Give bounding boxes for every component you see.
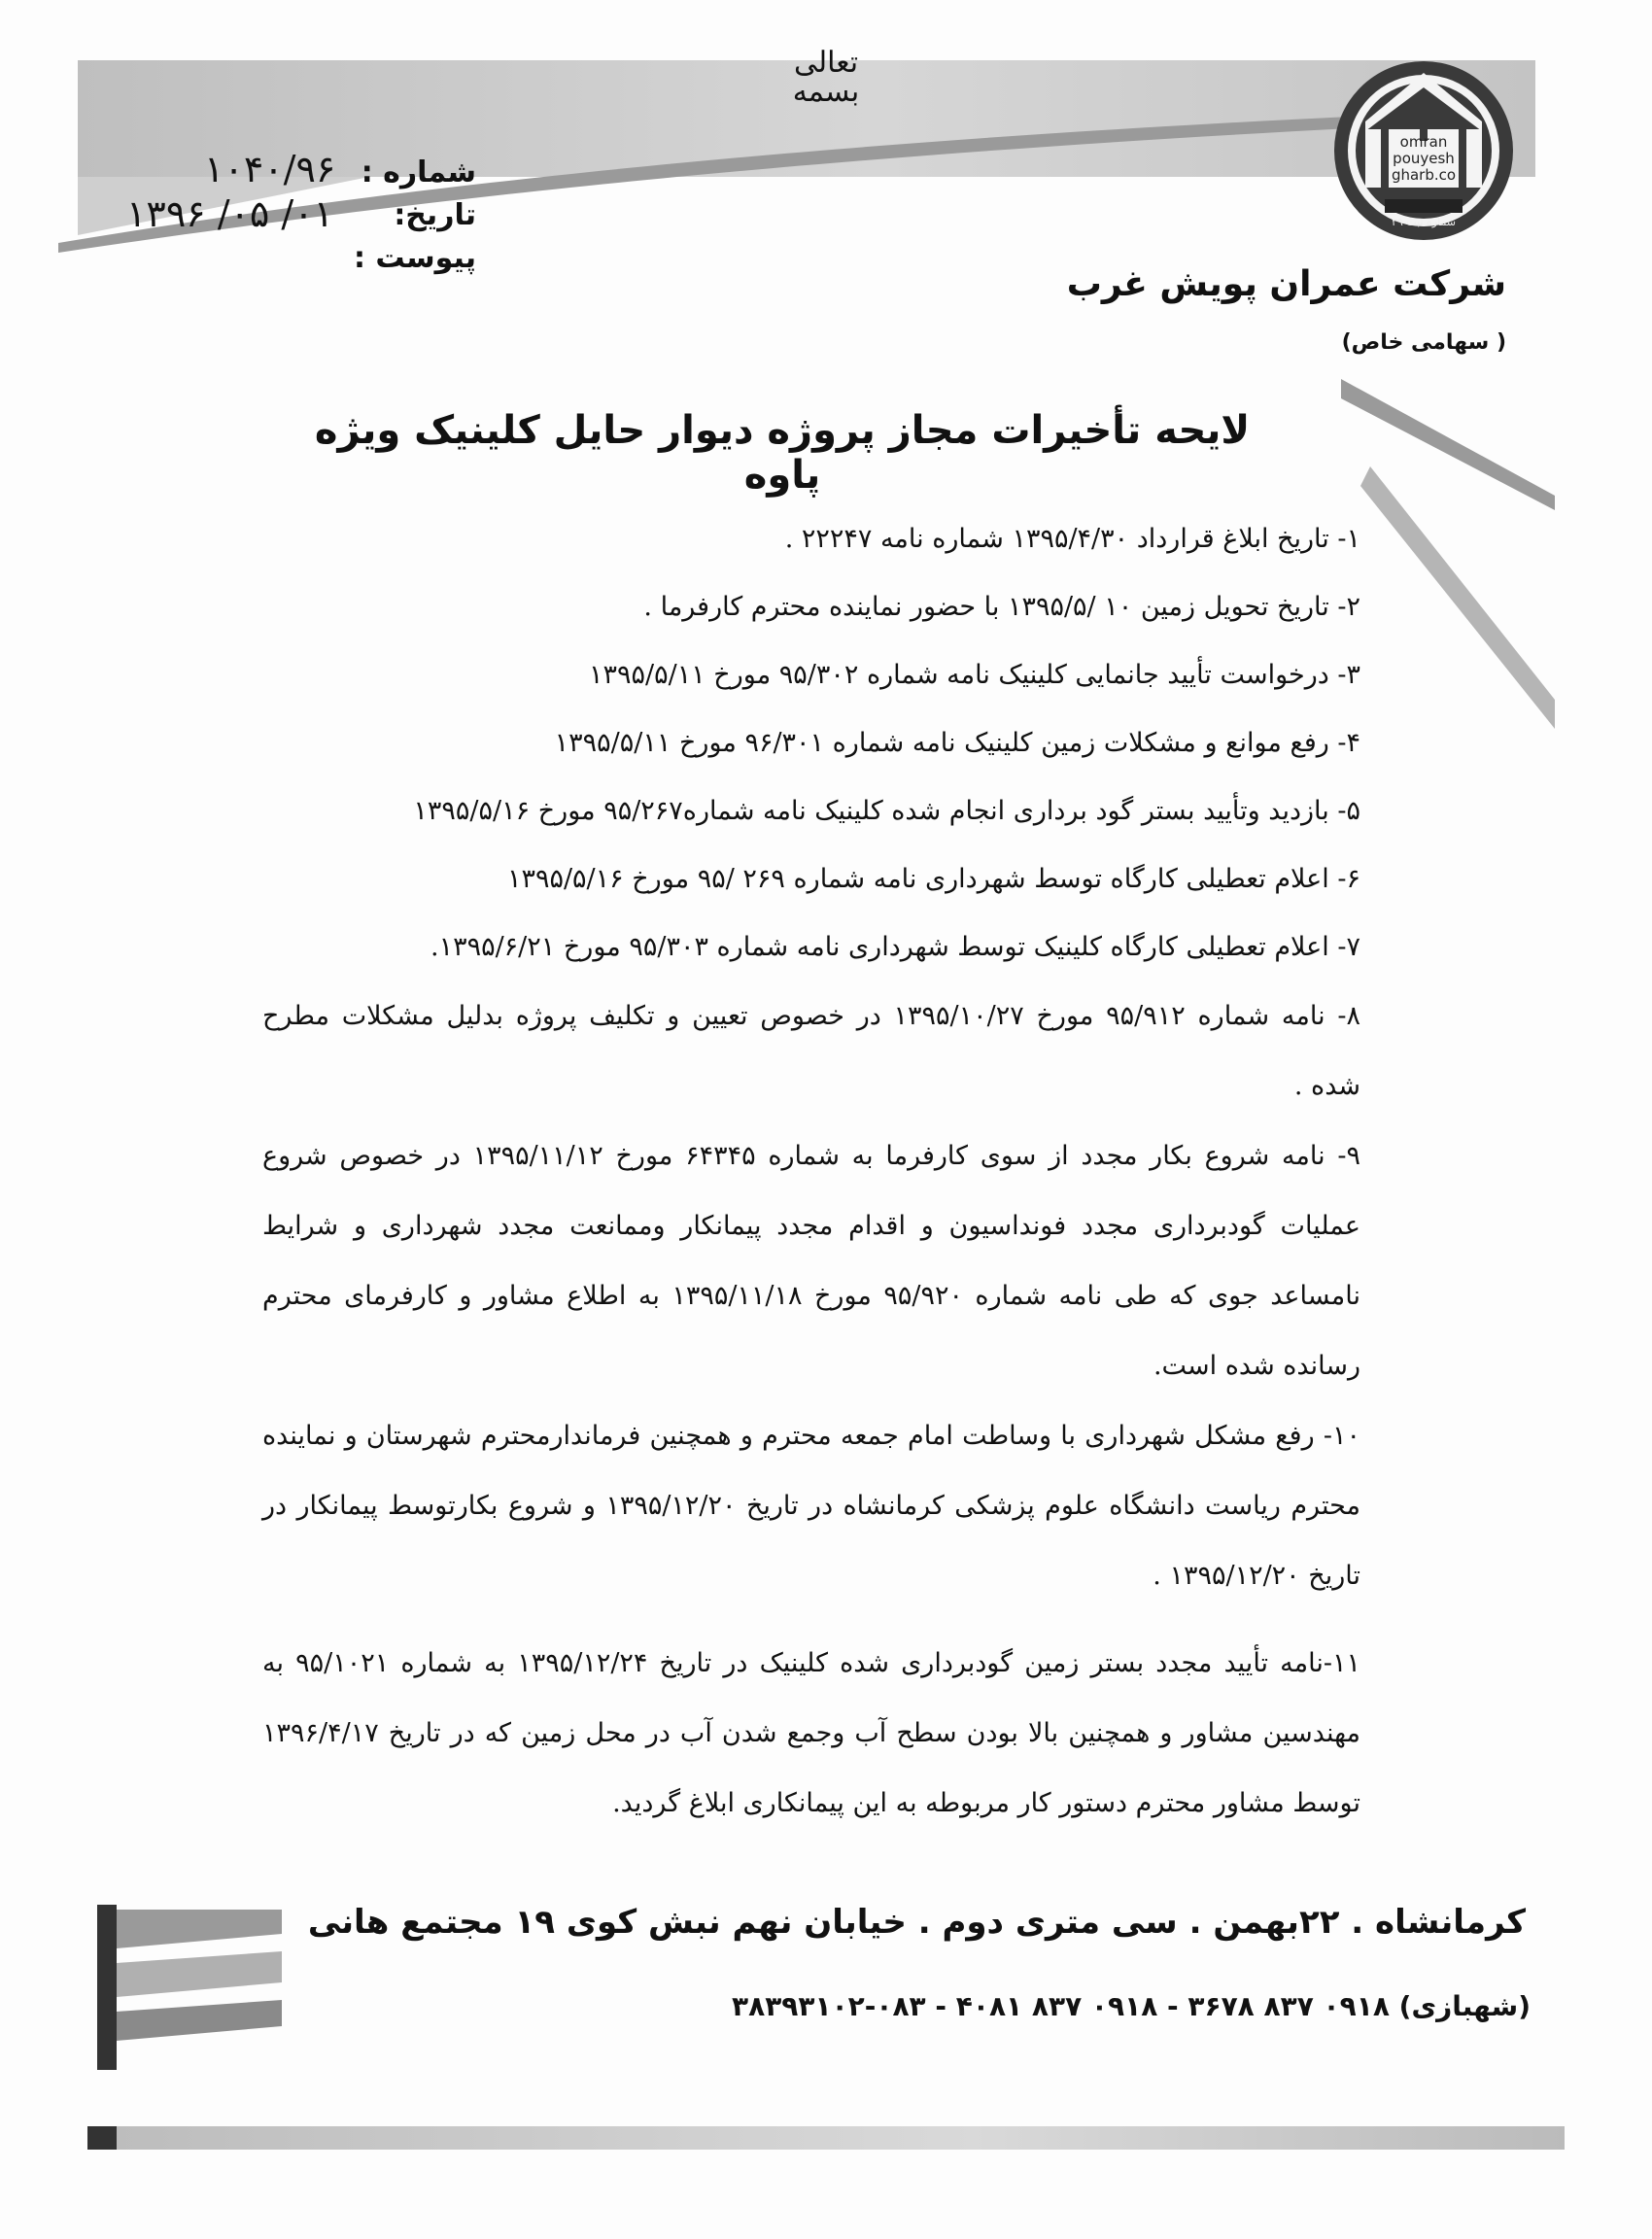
company-type: ( سهامی خاص) bbox=[1341, 330, 1506, 355]
number-value: ۱۰۴۰/۹۶ bbox=[204, 148, 336, 190]
list-item: ۷- اعلام تعطیلی کارگاه کلینیک توسط شهرداری نامه شماره ۹۵/۳۰۳ مورخ ۱۳۹۵/۶/۲۱. bbox=[430, 932, 1360, 962]
footer-address: کرمانشاه . ۲۲بهمن . سی متری دوم . خیابان نهم نبش کوی ۱۹ مجتمع هانی bbox=[307, 1903, 1526, 1942]
list-item: ۲- تاریخ تحویل زمین ۱۰ /۱۳۹۵/۵ با حضور نماینده محترم کارفرما . bbox=[643, 592, 1360, 622]
delay-items-list bbox=[262, 505, 1360, 1839]
list-item: ۵- بازدید وتأیید بستر گود برداری انجام شده کلینیک نامه شماره۹۵/۲۶۷ مورخ ۱۳۹۵/۵/۱۶ bbox=[413, 796, 1360, 826]
number-label: شماره : bbox=[361, 155, 476, 189]
list-item: ۶- اعلام تعطیلی کارگاه توسط شهرداری نامه شماره ۲۶۹ /۹۵ مورخ ۱۳۹۵/۵/۱۶ bbox=[506, 864, 1360, 894]
margin-decoration bbox=[1331, 379, 1565, 768]
footer-band bbox=[87, 2126, 1565, 2150]
company-name: شرکت عمران پویش غرب bbox=[1066, 264, 1506, 304]
logo-line-1: omran bbox=[1399, 133, 1448, 151]
list-item: ۱۱-نامه تأیید مجدد بستر زمین گودبرداری شده کلینیک در تاریخ ۱۳۹۵/۱۲/۲۴ به شماره ۹۵/۱۰۲۱ به مهندسین مشاور و همچنین بالا بودن سطح آب وجمع شدن آب در محل زمین که در تاریخ ۱۳۹۶/۴/۱۷ توسط مشاور محترم دستور کار مربوطه به این پیمانکاری ابلاغ گردید. bbox=[262, 1648, 1360, 1818]
logo-registration: شماره ثبت ۳۹ bbox=[1391, 216, 1456, 228]
bismillah-top: تعالی bbox=[793, 46, 859, 80]
date-label: تاریخ: bbox=[394, 198, 476, 232]
footer-phones: (شهبازی) ۰۹۱۸ ۸۳۷ ۳۶۷۸ - ۰۹۱۸ ۸۳۷ ۴۰۸۱ - ۰۸۳-۳۸۳۹۳۱۰۲ bbox=[732, 1990, 1531, 2022]
letter-meta bbox=[87, 148, 476, 282]
logo-wordmark bbox=[1372, 134, 1475, 184]
logo-line-3: gharb.co bbox=[1391, 166, 1457, 184]
list-item: ۱- تاریخ ابلاغ قرارداد ۱۳۹۵/۴/۳۰ شماره نامه ۲۲۲۴۷ . bbox=[784, 524, 1360, 554]
bismillah bbox=[748, 46, 904, 109]
date-value: ۱۳۹۶ /۰۵ /۰۱ bbox=[126, 192, 334, 235]
list-item: ۴- رفع موانع و مشکلات زمین کلینیک نامه شماره ۹۶/۳۰۱ مورخ ۱۳۹۵/۵/۱۱ bbox=[554, 728, 1360, 758]
list-item: ۳- درخواست تأیید جانمایی کلینیک نامه شماره ۹۵/۳۰۲ مورخ ۱۳۹۵/۵/۱۱ bbox=[588, 660, 1360, 690]
list-item: ۸- نامه شماره ۹۵/۹۱۲ مورخ ۱۳۹۵/۱۰/۲۷ در خصوص تعیین و تکلیف پروژه بدلیل مشکلات مطرح شده . bbox=[262, 1001, 1360, 1101]
list-item: ۹- نامه شروع بکار مجدد از سوی کارفرما به شماره ۶۴۳۴۵ مورخ ۱۳۹۵/۱۱/۱۲ در خصوص شروع عملیات گودبرداری مجدد فونداسیون و اقدام مجدد پیمانکار وممانعت مجدد شهرداری و شرایط نامساعد جوی که طی نامه شماره ۹۵/۹۲۰ مورخ ۱۳۹۵/۱۱/۱۸ به اطلاع مشاور و کارفرمای محترم رسانده شده است. bbox=[262, 1141, 1360, 1381]
attachment-label: پیوست : bbox=[353, 241, 476, 275]
bismillah-bottom: بسمه bbox=[792, 75, 860, 109]
list-item: ۱۰- رفع مشکل شهرداری با وساطت امام جمعه محترم و همچنین فرماندارمحترم شهرستان و نماینده محترم ریاست دانشگاه علوم پزشکی کرمانشاه در تاریخ ۱۳۹۵/۱۲/۲۰ و شروع بکارتوسط پیمانکار در تاریخ ۱۳۹۵/۱۲/۲۰ . bbox=[262, 1421, 1360, 1591]
letter-title: لایحه تأخیرات مجاز پروژه دیوار حایل کلینیک ویژه پاوه bbox=[314, 408, 1251, 498]
logo-line-2: pouyesh bbox=[1393, 150, 1455, 167]
footer-decoration bbox=[97, 1905, 282, 2070]
